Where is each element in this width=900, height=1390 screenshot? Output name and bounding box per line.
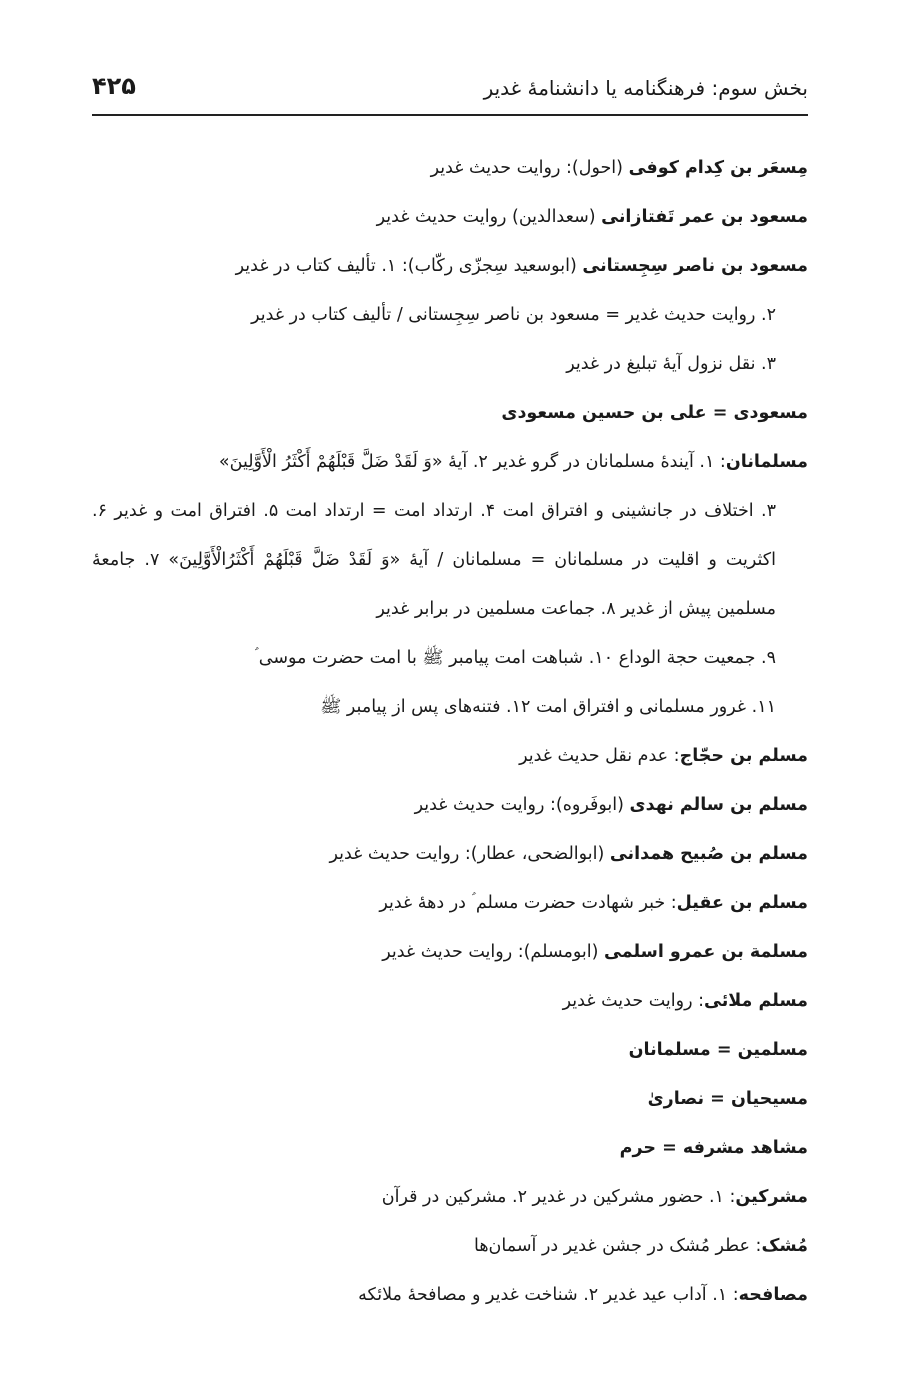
entry-text: (احول): روایت حدیث غدیر xyxy=(430,158,629,178)
entry-misar-bin-kidam xyxy=(92,144,808,193)
entry-text: (ابوالضحی، عطار): روایت حدیث غدیر xyxy=(329,844,610,864)
running-title: بخش سوم: فرهنگنامه یا دانشنامهٔ غدیر xyxy=(483,76,808,100)
entry-musalmanan xyxy=(92,438,808,732)
entry-title: مسلمین = مسلمانان xyxy=(628,1040,808,1060)
book-page xyxy=(92,0,808,1390)
entry-title: مصافحه xyxy=(738,1285,808,1305)
entry-title: مشرکین xyxy=(735,1187,808,1207)
page-header xyxy=(92,66,808,106)
entry-mushrikin xyxy=(92,1173,808,1222)
entry-title: مسلم بن سالم نهدی xyxy=(629,795,808,815)
entry-title: مِسعَر بن کِدام کوفی xyxy=(628,158,808,178)
entry-text: (ابوسعید سِجزّی رکّاب): ۱. تألیف کتاب در غدیر xyxy=(235,256,583,276)
entry-title: مسلمانان xyxy=(725,452,808,472)
entry-text: : ۱. آداب عید غدیر ۲. شناخت غدیر و مصافحهٔ ملائکه xyxy=(358,1285,739,1305)
entry-muslim-hamdani xyxy=(92,830,808,879)
entry-subline: ۳. اختلاف در جانشینی و افتراق امت ۴. ارتداد امت = ارتداد امت ۵. افتراق امت و غدیر ۶. اکثریت و اقلیت در مسلمانان = مسلمانان / آیهٔ «وَ لَقَدْ ضَلَّ قَبْلَهُمْ أَكْثَرُالْأَوَّلِينَ» ۷. جامعهٔ مسلمین پیش از غدیر ۸. جماعت مسلمین در برابر غدیر xyxy=(92,501,776,619)
entry-subline: ۹. جمعیت حجة الوداع ۱۰. شباهت امت پیامبر ﷺ با امت حضرت موسی ؑ xyxy=(254,648,776,668)
entry-mashahid xyxy=(92,1124,808,1173)
entry-text: (سعدالدین) روایت حدیث غدیر xyxy=(376,207,602,227)
entry-title: مسلم ملائی xyxy=(703,991,808,1011)
entry-subline: ۳. نقل نزول آیهٔ تبلیغ در غدیر xyxy=(566,354,776,374)
entry-title: مسلم بن عقیل xyxy=(676,893,808,913)
entry-text: (ابوفَروه): روایت حدیث غدیر xyxy=(414,795,630,815)
entry-muslimin xyxy=(92,1026,808,1075)
entry-mushk xyxy=(92,1222,808,1271)
entry-text: : عدم نقل حدیث غدیر xyxy=(519,746,680,766)
entry-masud-sijistani xyxy=(92,242,808,389)
entry-title: مسلم بن صُبیح همدانی xyxy=(609,844,808,864)
entry-muslim-bin-hajjaj xyxy=(92,732,808,781)
entry-title: مسعودی = علی بن حسین مسعودی xyxy=(501,403,808,423)
entry-text: : خبر شهادت حضرت مسلم ؑ در دههٔ غدیر xyxy=(379,893,677,913)
entry-text: : ۱. حضور مشرکین در غدیر ۲. مشرکین در قرآن xyxy=(381,1187,736,1207)
entry-text: : ۱. آیندهٔ مسلمانان در گرو غدیر ۲. آیهٔ «وَ لَقَدْ ضَلَّ قَبْلَهُمْ أَكْثَرُ الْأَوَّلِينَ» xyxy=(218,452,726,472)
entry-musafaha xyxy=(92,1271,808,1320)
entry-title: مسیحیان = نصاریٰ xyxy=(647,1089,808,1109)
page-number: ۴۲۵ xyxy=(92,72,136,100)
entry-text: : روایت حدیث غدیر xyxy=(562,991,704,1011)
entry-text: : عطر مُشک در جشن غدیر در آسمان‌ها xyxy=(474,1236,762,1256)
glossary-entries xyxy=(92,144,808,1320)
entry-subline: ۲. روایت حدیث غدیر = مسعود بن ناصر سِجِستانی / تألیف کتاب در غدیر xyxy=(251,305,776,325)
entry-title: مشاهد مشرفه = حرم xyxy=(619,1138,808,1158)
entry-muslim-mulai xyxy=(92,977,808,1026)
entry-masud-taftazani xyxy=(92,193,808,242)
entry-title: مسعود بن ناصر سِجِستانی xyxy=(582,256,808,276)
entry-masihiyan xyxy=(92,1075,808,1124)
entry-muslim-nahdi xyxy=(92,781,808,830)
entry-title: مُشک xyxy=(761,1236,808,1256)
entry-masudi xyxy=(92,389,808,438)
entry-muslim-bin-aqil xyxy=(92,879,808,928)
entry-maslama-aslami xyxy=(92,928,808,977)
entry-title: مسلم بن حجّاج xyxy=(679,746,808,766)
entry-title: مسعود بن عمر تَفتازانی xyxy=(601,207,808,227)
header-rule xyxy=(92,114,808,116)
entry-title: مسلمة بن عمرو اسلمی xyxy=(604,942,808,962)
entry-text: (ابومسلم): روایت حدیث غدیر xyxy=(382,942,605,962)
entry-subline: ۱۱. غرور مسلمانی و افتراق امت ۱۲. فتنه‌های پس از پیامبر ﷺ xyxy=(320,697,776,717)
